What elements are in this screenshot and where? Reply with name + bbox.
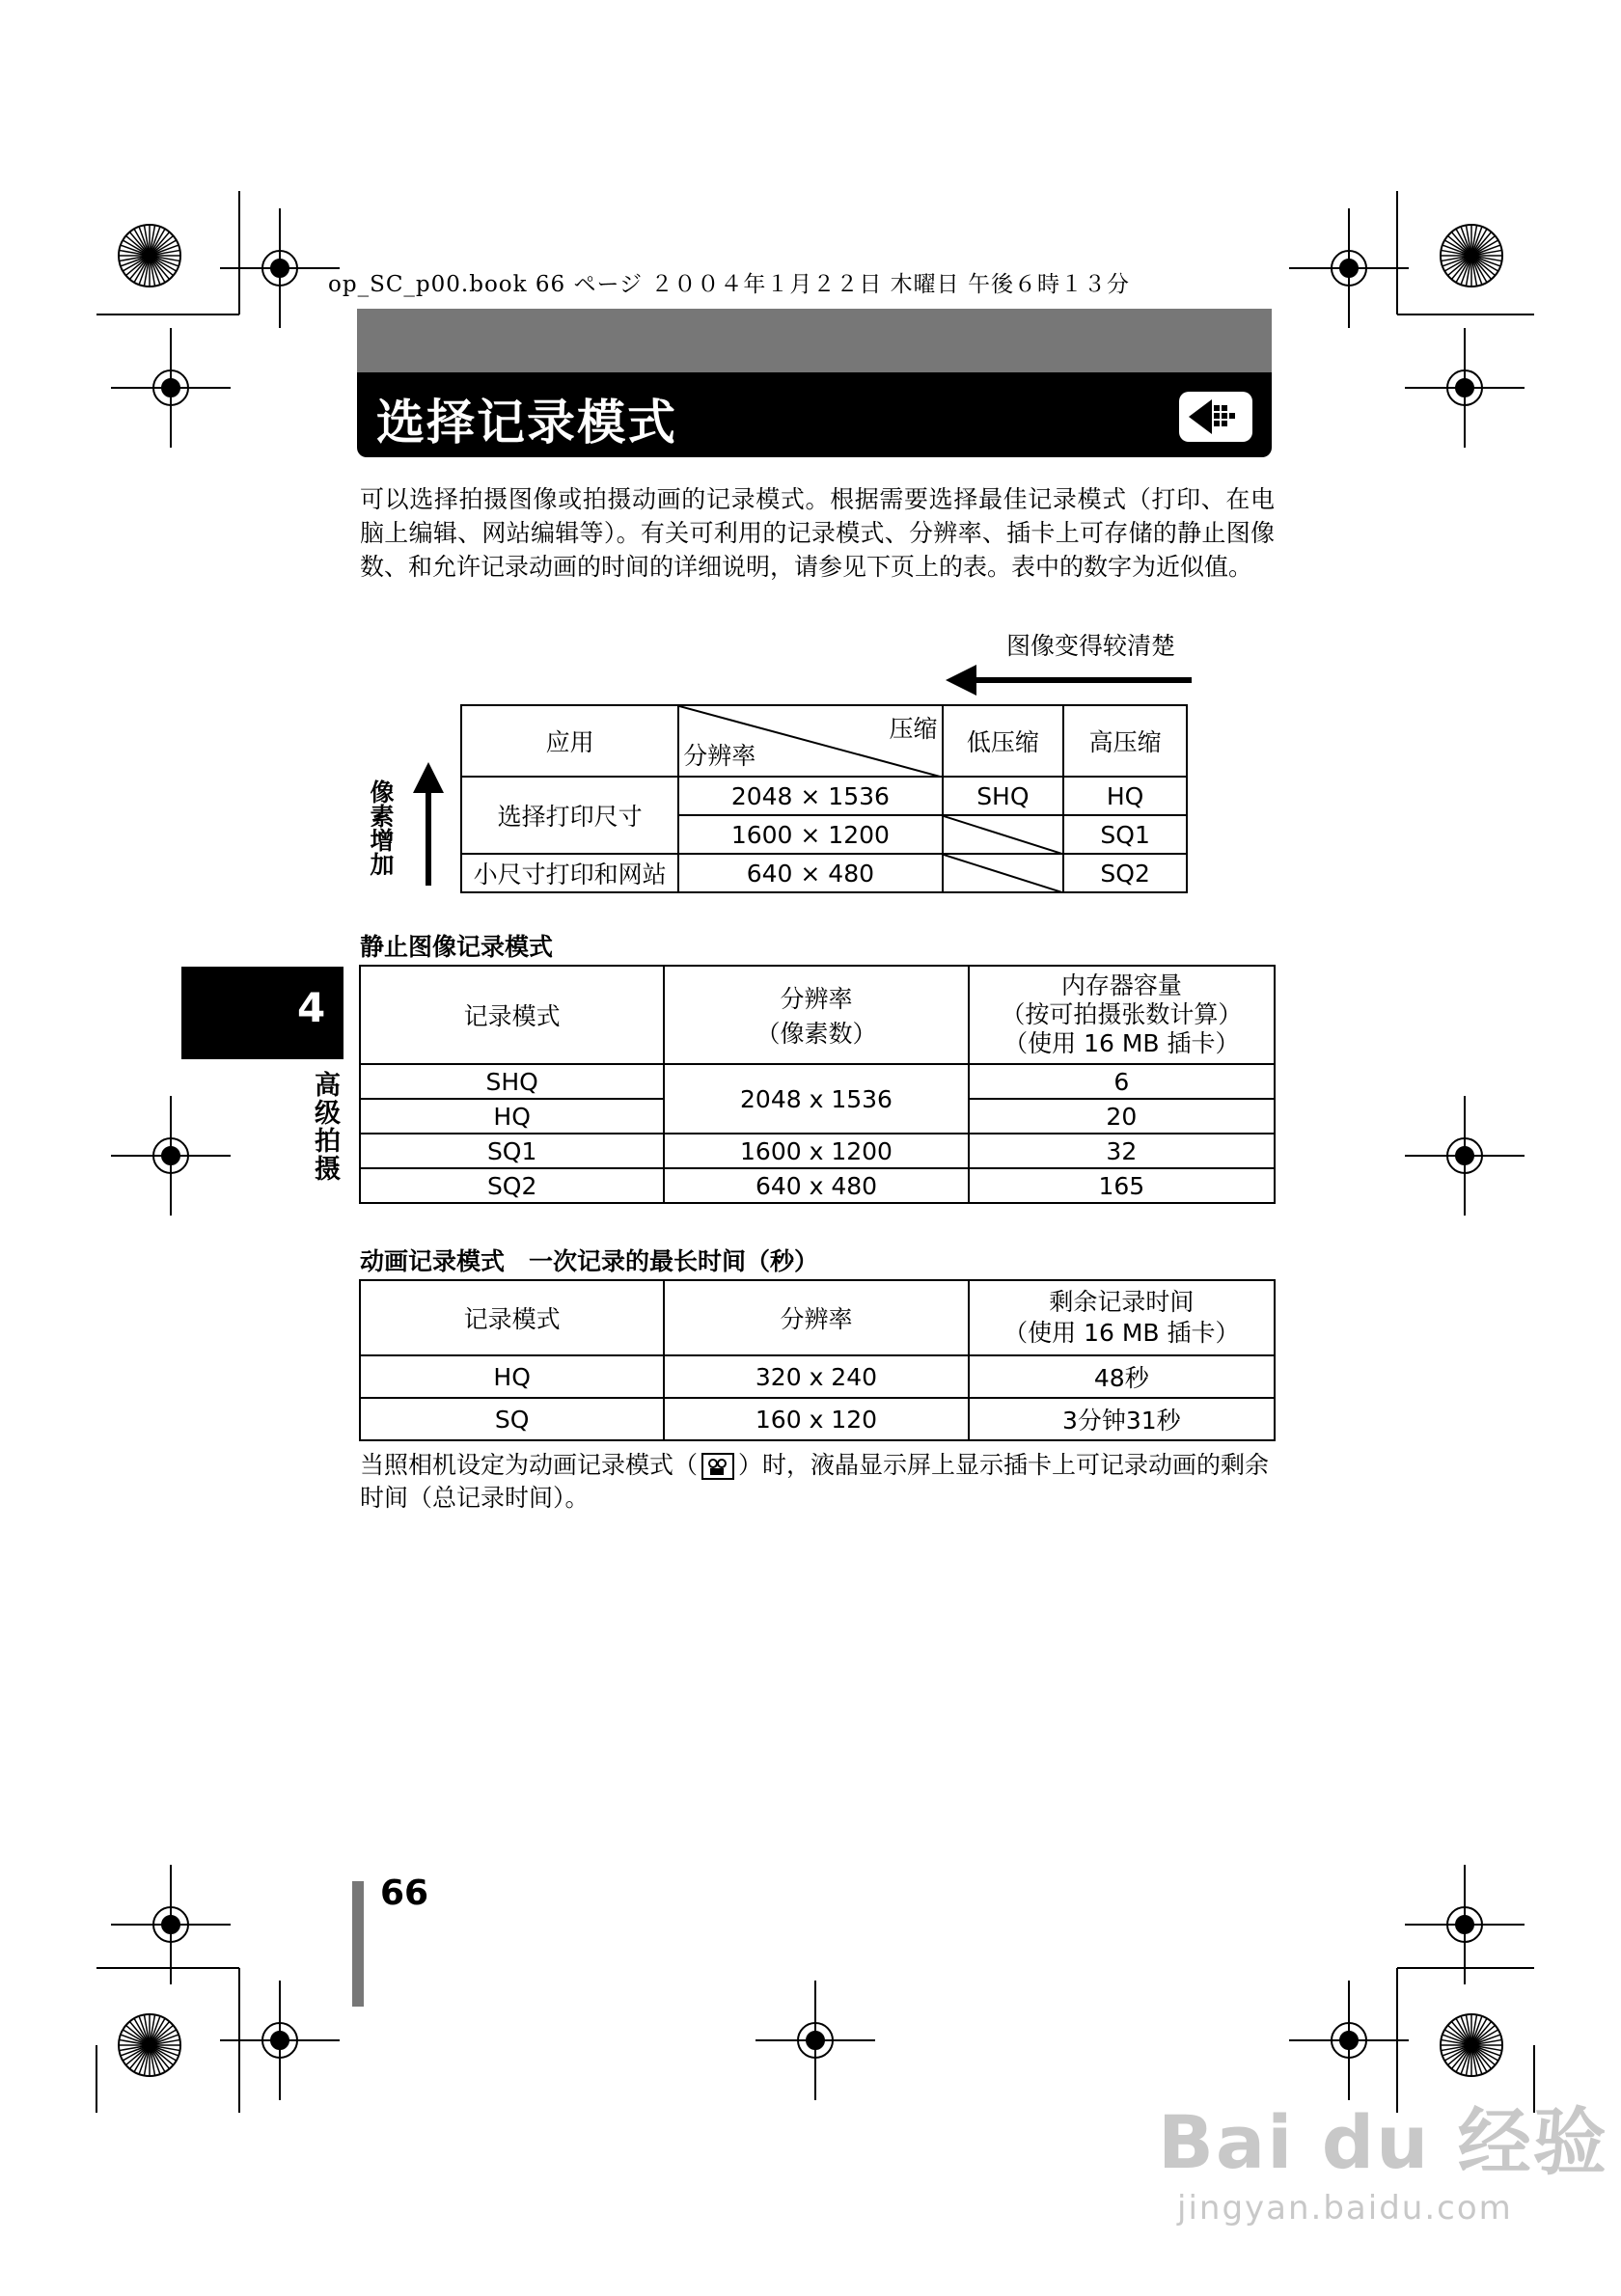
- still-section-title: 静止图像记录模式: [360, 933, 554, 961]
- registration-target: [111, 328, 231, 448]
- movie-section-title: 动画记录模式 一次记录的最长时间（秒）: [360, 1247, 819, 1275]
- registration-target: [111, 1096, 231, 1216]
- high-cell: SQ2: [1063, 854, 1187, 892]
- pixels-arrow: [411, 762, 446, 888]
- note-text-after: ）时，液晶显示屏上显示插卡上可记录动画的剩余时间（总记录时间）。: [360, 1451, 1270, 1512]
- empty-cell: [943, 854, 1064, 892]
- header-time: [969, 1280, 1275, 1355]
- note-text-before: 当照相机设定为动画记录模式（: [360, 1451, 699, 1479]
- movie-mode-icon: [701, 1453, 734, 1480]
- starburst-mark: [119, 2014, 180, 2076]
- count-cell: 32: [969, 1134, 1275, 1168]
- watermark: [1158, 2084, 1608, 2228]
- header-high: 高压缩: [1063, 705, 1187, 777]
- registration-target: [220, 1981, 340, 2100]
- low-cell: SHQ: [943, 777, 1064, 815]
- resolution-cell: 2048 x 1536: [664, 1064, 968, 1134]
- clearer-label: 图像变得较清楚: [1006, 632, 1176, 660]
- registration-target: [756, 1981, 875, 2100]
- mode-cell: SHQ: [360, 1064, 664, 1099]
- high-cell: HQ: [1063, 777, 1187, 815]
- chapter-label: 高级拍摄: [310, 1071, 340, 1183]
- mode-cell: SQ2: [360, 1168, 664, 1203]
- pixels-label: 像素增加: [367, 779, 395, 876]
- high-cell: SQ1: [1063, 815, 1187, 854]
- starburst-mark: [119, 225, 180, 287]
- header-use: 应用: [461, 705, 678, 777]
- header-res-line1: 分辨率: [780, 985, 853, 1013]
- starburst-mark: [1441, 2014, 1502, 2076]
- header-resolution: 分辨率: [664, 1280, 968, 1355]
- header-resolution: [664, 966, 968, 1064]
- registration-target: [111, 1865, 231, 1984]
- header-cap-line2: （按可拍摄张数计算）: [1001, 1000, 1243, 1028]
- resolution-cell: 160 x 120: [664, 1398, 968, 1440]
- resolution-cell: 1600 x 1200: [664, 1134, 968, 1168]
- header-resolution: 分辨率: [683, 742, 756, 770]
- mode-diagram-table: [460, 704, 1188, 893]
- use-web: 小尺寸打印和网站: [461, 854, 678, 892]
- mode-cell: SQ1: [360, 1134, 664, 1168]
- header-resolution-compression: [678, 705, 942, 777]
- intro-paragraph: 可以选择拍摄图像或拍摄动画的记录模式。根据需要选择最佳记录模式（打印、在电脑上编辑、网站编辑等）。有关可利用的记录模式、分辨率、插卡上可存储的静止图像数、和允许记录动画的时间的详细说明，请参见下页上的表。表中的数字为近似值。: [360, 485, 1275, 581]
- registration-target: [1405, 328, 1525, 448]
- movie-mode-table: [359, 1279, 1276, 1441]
- registration-target: [1405, 1865, 1525, 1984]
- count-cell: 165: [969, 1168, 1275, 1203]
- still-mode-table: [359, 965, 1276, 1204]
- watermark-url: jingyan.baidu.com: [1177, 2189, 1513, 2228]
- chapter-tab: [181, 967, 343, 1059]
- mode-cell: HQ: [360, 1355, 664, 1398]
- header-mode: 记录模式: [360, 966, 664, 1064]
- header-cap-line1: 内存器容量: [1060, 971, 1182, 999]
- registration-target: [220, 208, 340, 328]
- time-cell: 48秒: [969, 1355, 1275, 1398]
- header-compression: 压缩: [889, 715, 938, 743]
- header-mode: 记录模式: [360, 1280, 664, 1355]
- count-cell: 6: [969, 1064, 1275, 1099]
- clearer-arrow: [946, 661, 1196, 699]
- title-band-accent: [357, 309, 1272, 372]
- resolution-cell: 640 × 480: [678, 854, 942, 892]
- resolution-cell: 1600 × 1200: [678, 815, 942, 854]
- time-cell: 3分钟31秒: [969, 1398, 1275, 1440]
- registration-target: [1405, 1096, 1525, 1216]
- resolution-cell: 320 x 240: [664, 1355, 968, 1398]
- print-header: op_SC_p00.book 66 ページ ２００４年１月２２日 木曜日 午後６時１３分: [328, 272, 1130, 297]
- header-res-line2: （像素数）: [756, 1020, 877, 1048]
- chapter-number: 4: [297, 984, 326, 1031]
- watermark-logo: Bai du 经验: [1158, 2099, 1608, 2185]
- registration-target: [1289, 1981, 1409, 2100]
- header-cap-line3: （使用 16 MB 插卡）: [1003, 1029, 1240, 1057]
- starburst-mark: [1441, 225, 1502, 287]
- mode-cell: SQ: [360, 1398, 664, 1440]
- resolution-cell: 2048 × 1536: [678, 777, 942, 815]
- movie-note: [360, 1449, 1275, 1515]
- registration-target: [1289, 208, 1409, 328]
- page-title: 选择记录模式: [376, 395, 677, 451]
- page-number-bar: [352, 1881, 364, 2007]
- header-low: 低压缩: [943, 705, 1064, 777]
- resolution-cell: 640 x 480: [664, 1168, 968, 1203]
- header-time-line1: 剩余记录时间: [1049, 1288, 1195, 1316]
- header-capacity: [969, 966, 1275, 1064]
- empty-cell: [943, 815, 1064, 854]
- title-banner: [357, 372, 1272, 457]
- page-number: 66: [380, 1873, 429, 1913]
- use-print: 选择打印尺寸: [461, 777, 678, 854]
- count-cell: 20: [969, 1099, 1275, 1134]
- header-time-line2: （使用 16 MB 插卡）: [1003, 1319, 1240, 1347]
- mode-cell: HQ: [360, 1099, 664, 1134]
- image-quality-icon: [1179, 392, 1252, 442]
